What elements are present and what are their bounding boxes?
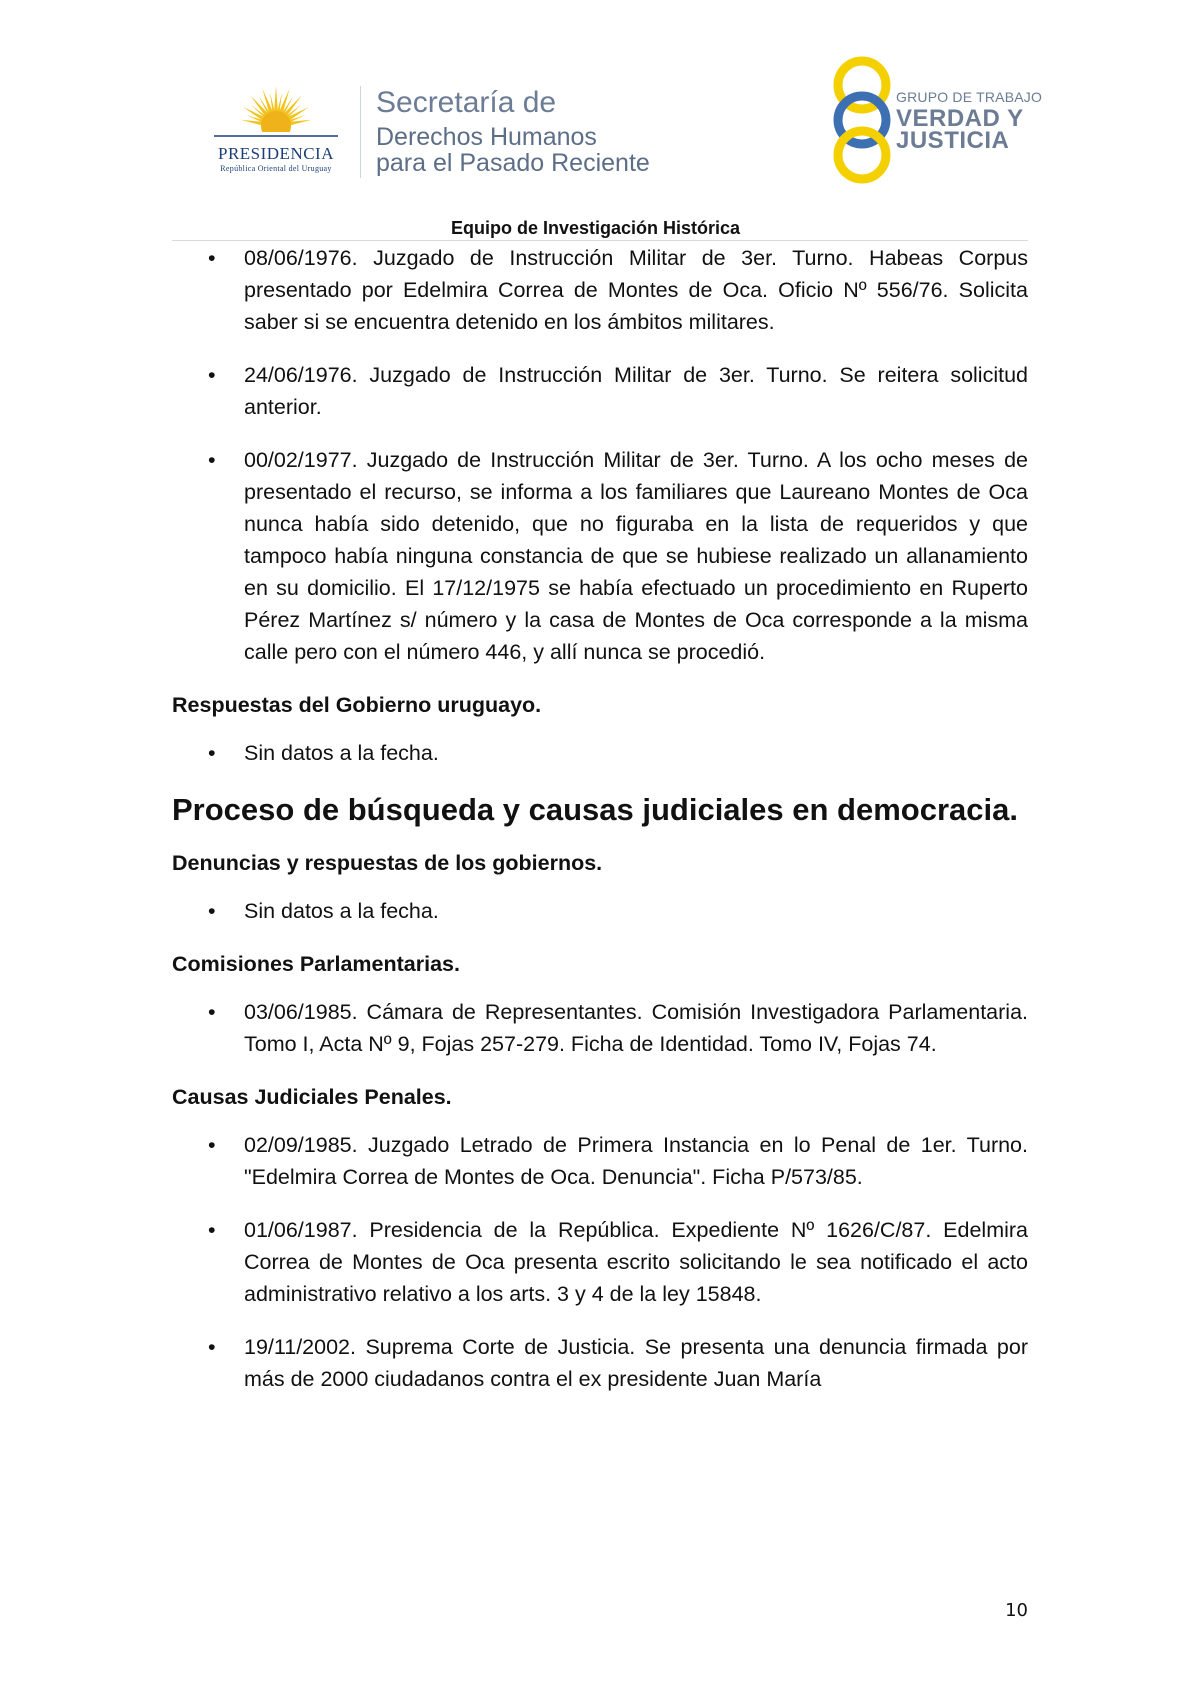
- list-item: [172, 1331, 1028, 1395]
- bullet-icon: •: [208, 899, 216, 923]
- verdad-justicia-rings-logo: [822, 55, 902, 185]
- list-item-text: 03/06/1985. Cámara de Representantes. Comisión Investigadora Parlamentaria. Tomo I, Acta Nº 9, Fojas 257-279. Ficha de Identidad. Tomo IV, Fojas 74.: [244, 1000, 1028, 1056]
- list-item-text: 24/06/1976. Juzgado de Instrucción Militar de 3er. Turno. Se reitera solicitud anterior.: [244, 363, 1028, 419]
- grupo-trabajo-label: GRUPO DE TRABAJO: [896, 89, 1043, 105]
- bullet-icon: •: [208, 1000, 216, 1024]
- list-item-text: 08/06/1976. Juzgado de Instrucción Militar de 3er. Turno. Habeas Corpus presentado por Edelmira Correa de Montes de Oca. Oficio Nº 556/76. Solicita saber si se encuentra detenido en los ámbitos militares.: [244, 246, 1028, 334]
- list-item: [172, 737, 1028, 769]
- secretaria-title: Secretaría de: [376, 86, 557, 119]
- header-divider: [360, 86, 361, 178]
- team-title: Equipo de Investigación Histórica: [450, 218, 741, 238]
- list-item: [172, 996, 1028, 1060]
- subheading-denuncias: Denuncias y respuestas de los gobiernos.: [172, 851, 603, 875]
- list-item-text: 19/11/2002. Suprema Corte de Justicia. Se presenta una denuncia firmada por más de 2000 ciudadanos contra el ex presidente Juan María: [244, 1335, 1028, 1391]
- bullet-icon: •: [208, 363, 216, 387]
- presidencia-subtitle: República Oriental del Uruguay: [220, 164, 332, 173]
- subheading-respuestas: Respuestas del Gobierno uruguayo.: [172, 693, 542, 717]
- list-item-text: Sin datos a la fecha.: [244, 741, 439, 765]
- bullet-icon: •: [208, 1335, 216, 1359]
- document-body: [172, 242, 1028, 1416]
- list-item-text: Sin datos a la fecha.: [244, 899, 439, 923]
- page-header: [0, 0, 1191, 238]
- list-item: [172, 895, 1028, 927]
- subheading-causas: Causas Judiciales Penales.: [172, 1085, 452, 1109]
- list-item-text: 00/02/1977. Juzgado de Instrucción Militar de 3er. Turno. A los ocho meses de presentado el recurso, se informa a los familiares que Laureano Montes de Oca nunca había sido detenido, que no figuraba en la lista de requeridos y que tampoco había ninguna constancia de que se hubiese realizado un allanamiento en su domicilio. El 17/12/1975 se había efectuado un procedimiento en Ruperto Pérez Martínez s/ número y la casa de Montes de Oca corresponde a la misma calle pero con el número 446, y allí nunca se procedió.: [244, 448, 1028, 664]
- list-item: [172, 242, 1028, 338]
- subheading-comisiones: Comisiones Parlamentarias.: [172, 952, 460, 976]
- list-item: [172, 444, 1028, 668]
- secretaria-line-3: para el Pasado Reciente: [376, 149, 650, 177]
- list-item: [172, 359, 1028, 423]
- list-item-text: 02/09/1985. Juzgado Letrado de Primera Instancia en lo Penal de 1er. Turno. "Edelmira Correa de Montes de Oca. Denuncia". Ficha P/573/85.: [244, 1133, 1028, 1189]
- bullet-icon: •: [208, 1218, 216, 1242]
- list-item: [172, 1214, 1028, 1310]
- list-item-text: 01/06/1987. Presidencia de la República. Expediente Nº 1626/C/87. Edelmira Correa de Montes de Oca presenta escrito solicitando le sea notificado el acto administrativo relativo a los arts. 3 y 4 de la ley 15848.: [244, 1218, 1028, 1306]
- header-rule: [172, 240, 1028, 241]
- presidencia-name: PRESIDENCIA: [217, 144, 334, 163]
- section-title: Proceso de búsqueda y causas judiciales en democracia.: [172, 792, 1018, 827]
- list-item: [172, 1129, 1028, 1193]
- justicia-label: JUSTICIA: [896, 127, 1010, 154]
- verdad-label: VERDAD Y: [896, 105, 1024, 132]
- bullet-icon: •: [208, 246, 216, 270]
- bullet-icon: •: [208, 741, 216, 765]
- bullet-icon: •: [208, 448, 216, 472]
- page-number: 10: [1005, 1600, 1028, 1621]
- secretaria-line-2: Derechos Humanos: [376, 123, 597, 151]
- bullet-icon: •: [208, 1133, 216, 1157]
